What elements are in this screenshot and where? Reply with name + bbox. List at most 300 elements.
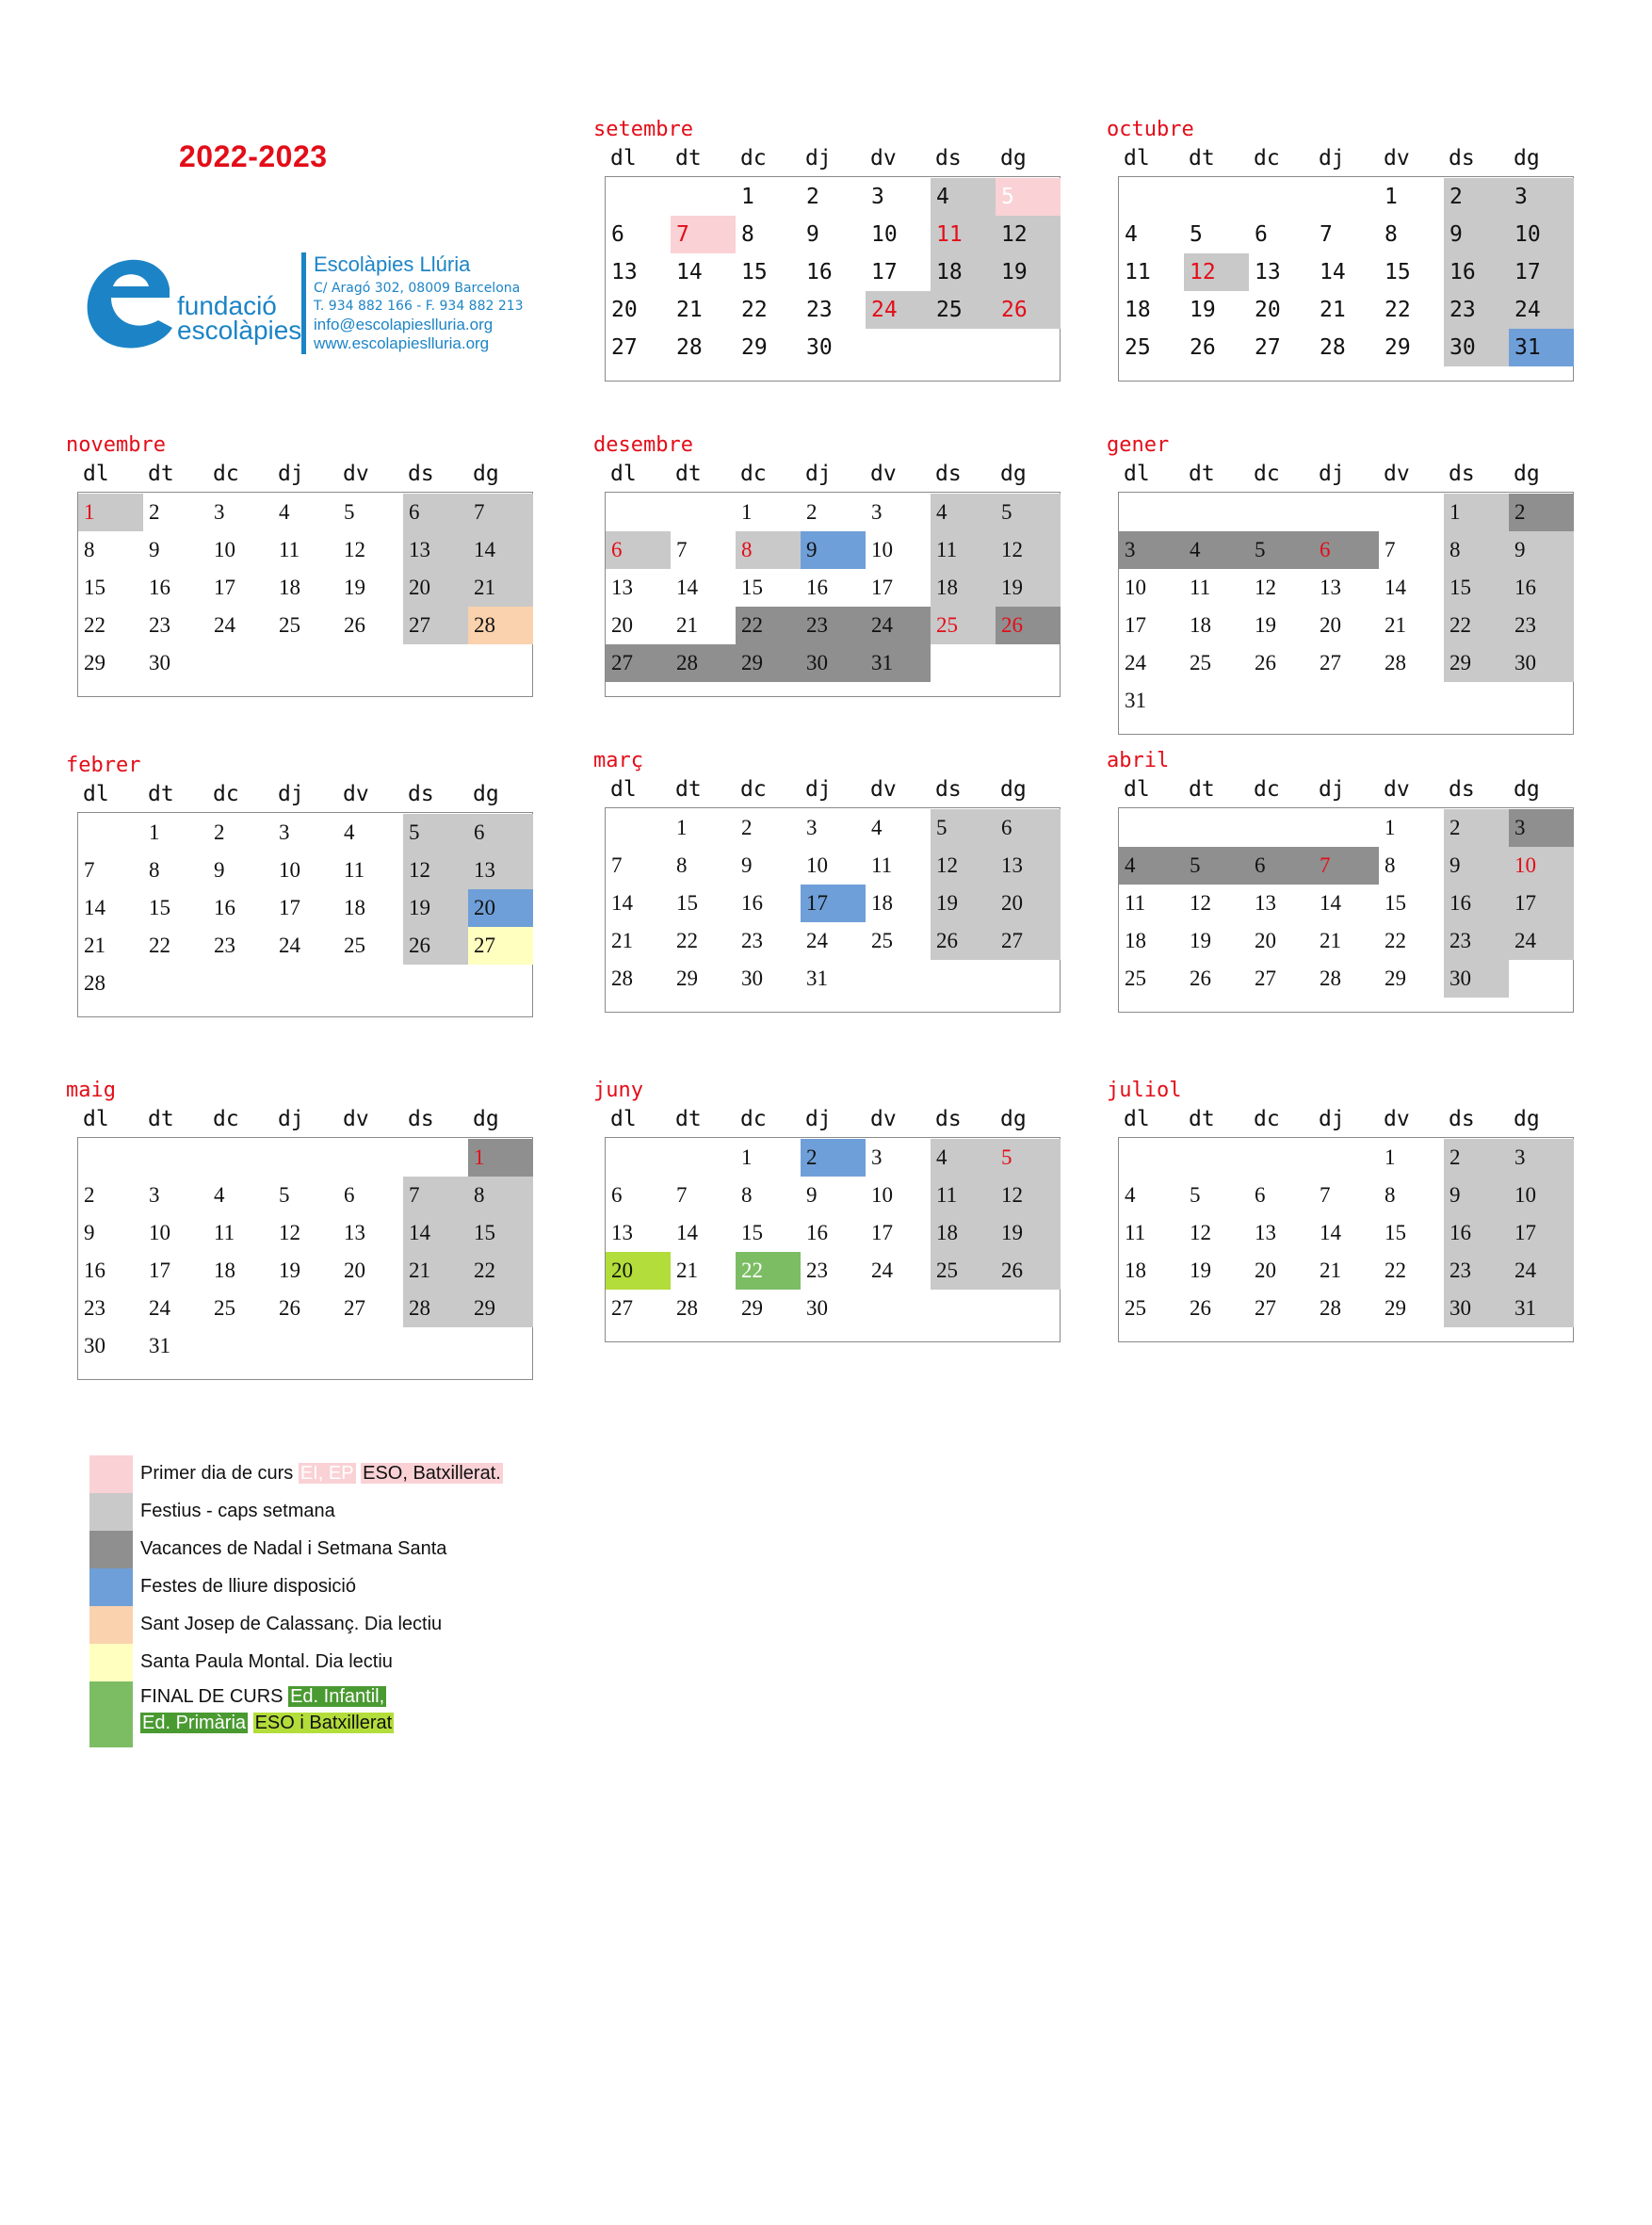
day-cell: 26 bbox=[996, 607, 1061, 644]
day-cell: 17 bbox=[871, 576, 893, 599]
day-cell: 3 bbox=[871, 500, 883, 524]
day-cell: 22 bbox=[84, 613, 105, 637]
day-cell: 22 bbox=[1444, 607, 1509, 644]
day-cell: 7 bbox=[1314, 847, 1379, 885]
weekday-label: dt bbox=[148, 782, 174, 806]
day-cell: 13 bbox=[468, 852, 533, 889]
weekday-label: dt bbox=[148, 1107, 174, 1131]
day-cell: 15 bbox=[1444, 569, 1509, 607]
day-cell: 18 bbox=[871, 891, 893, 915]
day-cell: 13 bbox=[1320, 576, 1341, 599]
weekday-label: dg bbox=[473, 782, 499, 806]
day-cell: 6 bbox=[344, 1183, 355, 1207]
day-cell: 10 bbox=[871, 1183, 893, 1207]
day-cell: 24 bbox=[806, 929, 828, 952]
weekday-label: dl bbox=[610, 777, 637, 802]
day-cell: 3 bbox=[1509, 1139, 1574, 1177]
day-cell: 17 bbox=[1125, 613, 1146, 637]
day-cell: 23 bbox=[84, 1296, 105, 1320]
day-cell: 25 bbox=[1125, 1296, 1146, 1320]
weekday-label: dl bbox=[1124, 462, 1150, 486]
weekday-label: dc bbox=[213, 782, 239, 806]
day-cell: 27 bbox=[611, 1296, 633, 1320]
day-cell: 1 bbox=[741, 500, 753, 524]
day-cell: 31 bbox=[866, 644, 931, 682]
day-cell: 4 bbox=[1125, 1183, 1136, 1207]
day-cell: 27 bbox=[1255, 1296, 1276, 1320]
weekday-label: dv bbox=[343, 462, 369, 486]
day-cell: 11 bbox=[214, 1221, 235, 1244]
day-cell: 7 bbox=[611, 853, 623, 877]
day-cell: 11 bbox=[344, 858, 365, 882]
day-cell: 31 bbox=[149, 1334, 170, 1357]
day-cell: 26 bbox=[996, 291, 1061, 329]
day-cell: 26 bbox=[1190, 1296, 1211, 1320]
day-cell: 9 bbox=[1444, 847, 1509, 885]
day-cell: 14 bbox=[611, 891, 633, 915]
month-name: febrer bbox=[66, 754, 141, 777]
weekday-label: dl bbox=[610, 462, 637, 486]
day-cell: 16 bbox=[84, 1259, 105, 1282]
day-cell: 24 bbox=[214, 613, 235, 637]
legend-holidays bbox=[89, 1493, 655, 1531]
weekday-label: dc bbox=[740, 146, 767, 171]
legend-label: Vacances de Nadal i Setmana Santa bbox=[140, 1538, 447, 1559]
day-cell: 18 bbox=[1190, 613, 1211, 637]
day-cell: 2 bbox=[214, 820, 225, 844]
day-cell: 8 bbox=[84, 538, 95, 561]
day-cell: 12 bbox=[403, 852, 468, 889]
day-cell: 8 bbox=[676, 853, 688, 877]
day-cell: 19 bbox=[279, 1259, 300, 1282]
day-cell: 25 bbox=[1125, 966, 1146, 990]
day-cell: 11 bbox=[871, 853, 893, 877]
day-cell: 14 bbox=[676, 260, 703, 284]
day-cell: 17 bbox=[801, 885, 866, 922]
day-cell: 11 bbox=[1125, 891, 1146, 915]
month-grid bbox=[77, 1137, 533, 1380]
day-cell: 5 bbox=[1249, 531, 1314, 569]
day-cell: 29 bbox=[741, 1296, 763, 1320]
day-cell: 15 bbox=[741, 1221, 763, 1244]
logo-brand-text: fundació escolàpies bbox=[177, 291, 302, 345]
day-cell: 9 bbox=[1509, 531, 1574, 569]
day-cell: 9 bbox=[806, 1183, 818, 1207]
day-cell: 21 bbox=[403, 1252, 468, 1290]
month-grid bbox=[1118, 492, 1574, 735]
day-cell: 29 bbox=[676, 966, 698, 990]
day-cell: 22 bbox=[1385, 929, 1406, 952]
day-cell: 28 bbox=[468, 607, 533, 644]
legend-swatch bbox=[89, 1568, 133, 1606]
day-cell: 27 bbox=[468, 927, 533, 965]
weekday-label: dc bbox=[740, 777, 767, 802]
weekday-header bbox=[77, 782, 529, 808]
weekday-label: ds bbox=[408, 462, 434, 486]
day-cell: 16 bbox=[1444, 1214, 1509, 1252]
weekday-label: dc bbox=[213, 1107, 239, 1131]
day-cell: 20 bbox=[1255, 298, 1281, 322]
day-cell: 3 bbox=[214, 500, 225, 524]
day-cell: 15 bbox=[468, 1214, 533, 1252]
weekday-label: dg bbox=[1514, 462, 1540, 486]
day-cell: 14 bbox=[676, 1221, 698, 1244]
weekday-label: dj bbox=[278, 1107, 304, 1131]
day-cell: 19 bbox=[996, 253, 1061, 291]
weekday-label: dj bbox=[805, 146, 832, 171]
day-cell: 21 bbox=[1320, 1259, 1341, 1282]
day-cell: 25 bbox=[931, 1252, 996, 1290]
day-cell: 7 bbox=[468, 494, 533, 531]
month-name: juliol bbox=[1107, 1079, 1182, 1102]
legend-first-day bbox=[89, 1455, 655, 1493]
day-cell: 25 bbox=[931, 291, 996, 329]
day-cell: 20 bbox=[344, 1259, 365, 1282]
day-cell: 22 bbox=[468, 1252, 533, 1290]
weekday-header bbox=[1118, 462, 1570, 488]
day-cell: 6 bbox=[468, 814, 533, 852]
day-cell: 4 bbox=[931, 178, 996, 216]
weekday-header bbox=[605, 1107, 1057, 1133]
month-grid bbox=[1118, 1137, 1574, 1342]
day-cell: 23 bbox=[1444, 1252, 1509, 1290]
day-cell: 20 bbox=[468, 889, 533, 927]
month-name: maig bbox=[66, 1079, 116, 1102]
day-cell: 23 bbox=[1444, 922, 1509, 960]
weekday-label: dj bbox=[278, 782, 304, 806]
day-cell: 6 bbox=[606, 531, 671, 569]
day-cell: 18 bbox=[279, 576, 300, 599]
day-cell: 21 bbox=[1320, 298, 1346, 322]
day-cell: 16 bbox=[1444, 253, 1509, 291]
weekday-label: dg bbox=[1514, 1107, 1540, 1131]
weekday-label: dl bbox=[83, 1107, 109, 1131]
weekday-header bbox=[1118, 1107, 1570, 1133]
day-cell: 9 bbox=[1444, 1177, 1509, 1214]
day-cell: 7 bbox=[1320, 1183, 1331, 1207]
day-cell: 1 bbox=[468, 1139, 533, 1177]
day-cell: 24 bbox=[866, 291, 931, 329]
day-cell: 5 bbox=[344, 500, 355, 524]
day-cell: 9 bbox=[801, 531, 866, 569]
day-cell: 22 bbox=[149, 934, 170, 957]
day-cell: 24 bbox=[1509, 291, 1574, 329]
day-cell: 17 bbox=[1509, 253, 1574, 291]
day-cell: 9 bbox=[149, 538, 160, 561]
day-cell: 7 bbox=[403, 1177, 468, 1214]
weekday-label: dt bbox=[1189, 146, 1215, 171]
legend-tag-ei-ep: EI, EP bbox=[300, 1463, 354, 1484]
weekday-label: dv bbox=[870, 462, 897, 486]
day-cell: 1 bbox=[676, 816, 688, 839]
day-cell: 5 bbox=[1184, 847, 1249, 885]
day-cell: 14 bbox=[676, 576, 698, 599]
day-cell: 23 bbox=[149, 613, 170, 637]
day-cell: 17 bbox=[214, 576, 235, 599]
day-cell: 25 bbox=[1190, 651, 1211, 674]
day-cell: 8 bbox=[1385, 853, 1396, 877]
day-cell: 18 bbox=[931, 253, 996, 291]
day-cell: 25 bbox=[871, 929, 893, 952]
day-cell: 2 bbox=[806, 185, 819, 209]
day-cell: 9 bbox=[1444, 216, 1509, 253]
legend-swatch bbox=[89, 1681, 133, 1747]
weekday-label: dv bbox=[870, 777, 897, 802]
legend-label: Festes de lliure disposició bbox=[140, 1576, 356, 1597]
day-cell: 6 bbox=[403, 494, 468, 531]
day-cell: 26 bbox=[931, 922, 996, 960]
weekday-label: dl bbox=[83, 782, 109, 806]
day-cell: 20 bbox=[611, 298, 638, 322]
month-grid bbox=[605, 176, 1061, 382]
day-cell: 24 bbox=[279, 934, 300, 957]
day-cell: 10 bbox=[806, 853, 828, 877]
day-cell: 20 bbox=[606, 1252, 671, 1290]
day-cell: 7 bbox=[1385, 538, 1396, 561]
weekday-label: dg bbox=[1000, 462, 1027, 486]
day-cell: 10 bbox=[871, 538, 893, 561]
school-year-title: 2022-2023 bbox=[179, 139, 328, 173]
day-cell: 14 bbox=[1320, 891, 1341, 915]
day-cell: 2 bbox=[1444, 178, 1509, 216]
day-cell: 13 bbox=[611, 1221, 633, 1244]
day-cell: 19 bbox=[1255, 613, 1276, 637]
day-cell: 20 bbox=[611, 613, 633, 637]
day-cell: 28 bbox=[1320, 335, 1346, 360]
weekday-label: dt bbox=[675, 777, 702, 802]
legend-swatch bbox=[89, 1644, 133, 1681]
day-cell: 12 bbox=[1190, 891, 1211, 915]
weekday-label: dt bbox=[675, 462, 702, 486]
day-cell: 14 bbox=[84, 896, 105, 919]
weekday-label: dl bbox=[610, 1107, 637, 1131]
month-name: gener bbox=[1107, 433, 1170, 457]
day-cell: 12 bbox=[1190, 1221, 1211, 1244]
day-cell: 21 bbox=[611, 929, 633, 952]
day-cell: 3 bbox=[871, 1145, 883, 1169]
day-cell: 18 bbox=[1125, 298, 1151, 322]
day-cell: 1 bbox=[1385, 816, 1396, 839]
weekday-label: dt bbox=[1189, 777, 1215, 802]
legend-calassanc bbox=[89, 1606, 655, 1644]
day-cell: 2 bbox=[149, 500, 160, 524]
weekday-label: dg bbox=[1514, 777, 1540, 802]
weekday-label: dl bbox=[1124, 1107, 1150, 1131]
day-cell: 2 bbox=[741, 816, 753, 839]
day-cell: 13 bbox=[403, 531, 468, 569]
weekday-label: ds bbox=[408, 782, 434, 806]
day-cell: 8 bbox=[1444, 531, 1509, 569]
day-cell: 31 bbox=[1509, 1290, 1574, 1327]
day-cell: 2 bbox=[84, 1183, 95, 1207]
day-cell: 3 bbox=[1509, 809, 1574, 847]
day-cell: 23 bbox=[806, 298, 833, 322]
day-cell: 15 bbox=[741, 576, 763, 599]
weekday-label: dg bbox=[1000, 146, 1027, 171]
weekday-label: dc bbox=[1254, 1107, 1280, 1131]
day-cell: 8 bbox=[741, 1183, 753, 1207]
day-cell: 16 bbox=[806, 1221, 828, 1244]
day-cell: 17 bbox=[871, 1221, 893, 1244]
day-cell: 4 bbox=[1125, 222, 1138, 247]
month-name: setembre bbox=[593, 118, 693, 141]
day-cell: 29 bbox=[1444, 644, 1509, 682]
legend-swatch bbox=[89, 1531, 133, 1568]
weekday-label: dv bbox=[1384, 462, 1410, 486]
month-name: març bbox=[593, 749, 643, 772]
day-cell: 11 bbox=[1125, 260, 1151, 284]
weekday-label: dg bbox=[473, 1107, 499, 1131]
day-cell: 8 bbox=[1385, 1183, 1396, 1207]
day-cell: 13 bbox=[1255, 891, 1276, 915]
weekday-label: dl bbox=[1124, 146, 1150, 171]
weekday-label: dc bbox=[1254, 462, 1280, 486]
weekday-label: dv bbox=[1384, 1107, 1410, 1131]
day-cell: 12 bbox=[344, 538, 365, 561]
day-cell: 5 bbox=[996, 1139, 1061, 1177]
day-cell: 13 bbox=[611, 576, 633, 599]
day-cell: 24 bbox=[149, 1296, 170, 1320]
day-cell: 15 bbox=[1385, 260, 1411, 284]
day-cell: 27 bbox=[606, 644, 671, 682]
day-cell: 25 bbox=[1125, 335, 1151, 360]
weekday-label: dj bbox=[1319, 1107, 1345, 1131]
day-cell: 31 bbox=[1125, 689, 1146, 712]
day-cell: 21 bbox=[1385, 613, 1406, 637]
weekday-header bbox=[77, 462, 529, 488]
weekday-label: dt bbox=[1189, 1107, 1215, 1131]
weekday-label: dt bbox=[1189, 462, 1215, 486]
day-cell: 8 bbox=[736, 531, 801, 569]
day-cell: 19 bbox=[931, 885, 996, 922]
logo-school-name: Escolàpies Llúria bbox=[314, 252, 471, 276]
day-cell: 30 bbox=[806, 335, 833, 360]
weekday-label: dc bbox=[213, 462, 239, 486]
day-cell: 5 bbox=[996, 494, 1061, 531]
day-cell: 14 bbox=[403, 1214, 468, 1252]
month-name: abril bbox=[1107, 749, 1170, 772]
month-name: desembre bbox=[593, 433, 693, 457]
day-cell: 13 bbox=[344, 1221, 365, 1244]
day-cell: 3 bbox=[806, 816, 818, 839]
day-cell: 12 bbox=[931, 847, 996, 885]
day-cell: 27 bbox=[996, 922, 1061, 960]
day-cell: 18 bbox=[931, 1214, 996, 1252]
weekday-header bbox=[605, 462, 1057, 488]
weekday-label: dg bbox=[1514, 146, 1540, 171]
day-cell: 6 bbox=[996, 809, 1061, 847]
day-cell: 1 bbox=[1385, 1145, 1396, 1169]
day-cell: 23 bbox=[801, 607, 866, 644]
day-cell: 4 bbox=[279, 500, 290, 524]
day-cell: 13 bbox=[996, 847, 1061, 885]
day-cell: 10 bbox=[1509, 847, 1574, 885]
day-cell: 23 bbox=[214, 934, 235, 957]
legend-end-of-course bbox=[89, 1681, 655, 1747]
day-cell: 24 bbox=[1509, 922, 1574, 960]
day-cell: 12 bbox=[996, 216, 1061, 253]
day-cell: 25 bbox=[344, 934, 365, 957]
weekday-label: dc bbox=[740, 462, 767, 486]
day-cell: 10 bbox=[149, 1221, 170, 1244]
day-cell: 27 bbox=[344, 1296, 365, 1320]
day-cell: 18 bbox=[344, 896, 365, 919]
legend-free-days bbox=[89, 1568, 655, 1606]
month-grid bbox=[77, 492, 533, 697]
day-cell: 6 bbox=[1249, 847, 1314, 885]
day-cell: 28 bbox=[611, 966, 633, 990]
day-cell: 2 bbox=[1509, 494, 1574, 531]
day-cell: 5 bbox=[996, 178, 1061, 216]
day-cell: 23 bbox=[806, 1259, 828, 1282]
day-cell: 15 bbox=[1385, 1221, 1406, 1244]
day-cell: 25 bbox=[279, 613, 300, 637]
day-cell: 26 bbox=[403, 927, 468, 965]
weekday-label: dl bbox=[610, 146, 637, 171]
day-cell: 21 bbox=[676, 298, 703, 322]
day-cell: 12 bbox=[996, 531, 1061, 569]
legend-label: Santa Paula Montal. Dia lectiu bbox=[140, 1651, 393, 1672]
day-cell: 26 bbox=[996, 1252, 1061, 1290]
day-cell: 28 bbox=[676, 1296, 698, 1320]
day-cell: 29 bbox=[741, 335, 768, 360]
day-cell: 29 bbox=[1385, 335, 1411, 360]
day-cell: 4 bbox=[931, 494, 996, 531]
day-cell: 17 bbox=[1509, 885, 1574, 922]
legend-label: FINAL DE CURS bbox=[140, 1686, 283, 1707]
day-cell: 16 bbox=[806, 260, 833, 284]
day-cell: 23 bbox=[1444, 291, 1509, 329]
day-cell: 2 bbox=[1444, 1139, 1509, 1177]
day-cell: 26 bbox=[1190, 966, 1211, 990]
day-cell: 7 bbox=[84, 858, 95, 882]
day-cell: 6 bbox=[611, 222, 624, 247]
day-cell: 19 bbox=[1190, 298, 1216, 322]
legend-label: Primer dia de curs bbox=[140, 1463, 294, 1484]
day-cell: 11 bbox=[931, 216, 996, 253]
day-cell: 11 bbox=[1125, 1221, 1146, 1244]
day-cell: 14 bbox=[1320, 1221, 1341, 1244]
weekday-label: ds bbox=[1449, 146, 1475, 171]
day-cell: 18 bbox=[931, 569, 996, 607]
day-cell: 10 bbox=[1509, 1177, 1574, 1214]
day-cell: 28 bbox=[84, 971, 105, 995]
day-cell: 4 bbox=[214, 1183, 225, 1207]
weekday-header bbox=[1118, 777, 1570, 804]
day-cell: 15 bbox=[1385, 891, 1406, 915]
weekday-label: dc bbox=[1254, 146, 1280, 171]
day-cell: 5 bbox=[1190, 222, 1203, 247]
day-cell: 17 bbox=[1509, 1214, 1574, 1252]
day-cell: 7 bbox=[676, 1183, 688, 1207]
legend-label: Festius - caps setmana bbox=[140, 1501, 335, 1521]
day-cell: 8 bbox=[149, 858, 160, 882]
month-grid bbox=[1118, 176, 1574, 382]
day-cell: 19 bbox=[1190, 1259, 1211, 1282]
legend-tag-eso: ESO i Batxillerat bbox=[254, 1713, 393, 1733]
weekday-header bbox=[605, 777, 1057, 804]
day-cell: 20 bbox=[1255, 929, 1276, 952]
day-cell: 14 bbox=[468, 531, 533, 569]
weekday-label: dj bbox=[1319, 777, 1345, 802]
day-cell: 1 bbox=[1444, 494, 1509, 531]
day-cell: 17 bbox=[871, 260, 898, 284]
day-cell: 22 bbox=[736, 1252, 801, 1290]
day-cell: 15 bbox=[84, 576, 105, 599]
day-cell: 20 bbox=[1255, 1259, 1276, 1282]
weekday-label: dv bbox=[343, 1107, 369, 1131]
day-cell: 9 bbox=[214, 858, 225, 882]
